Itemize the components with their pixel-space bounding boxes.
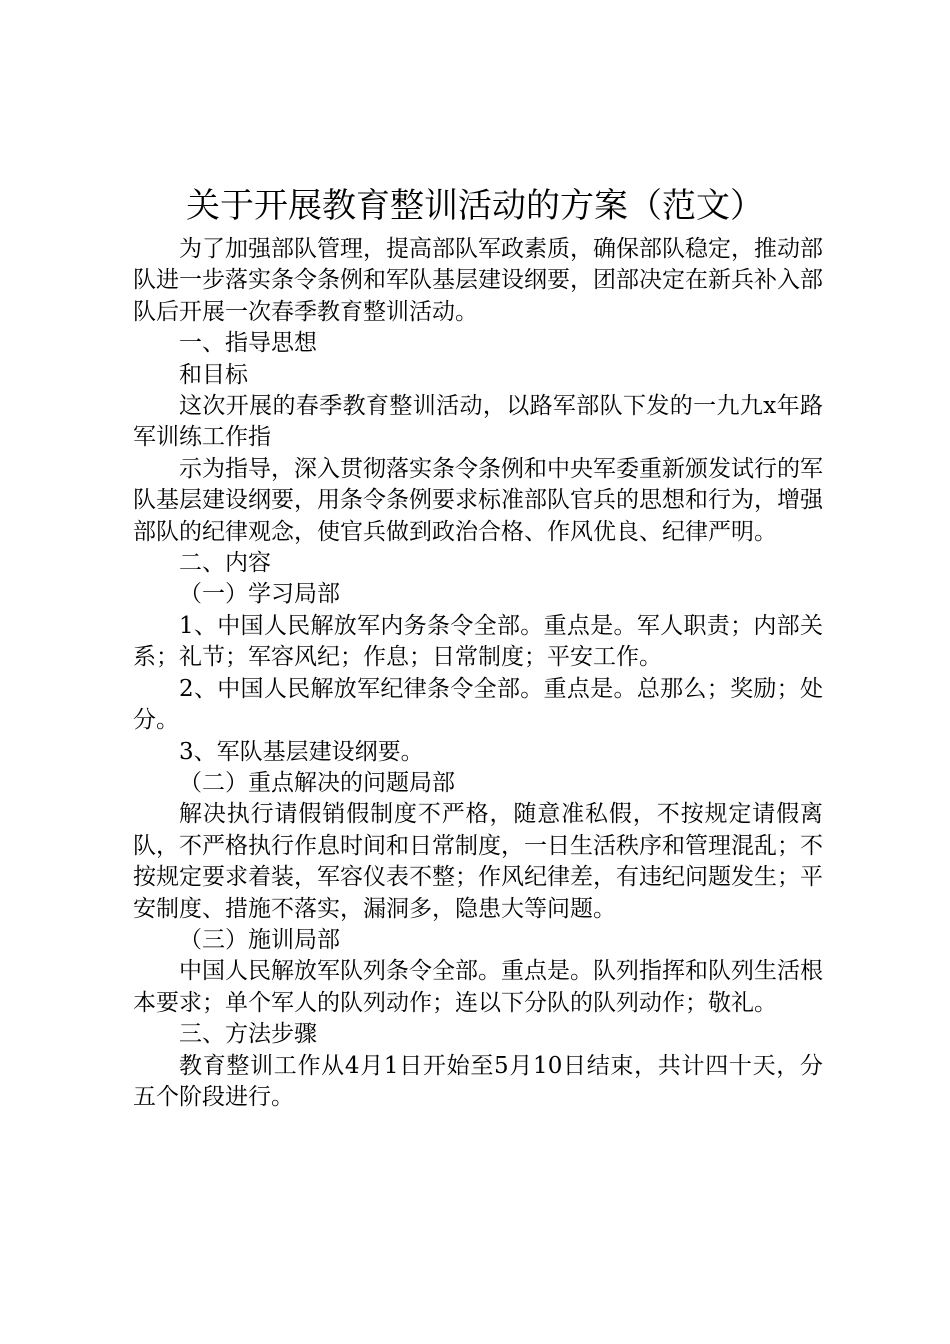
paragraph-guidance-a: 这次开展的春季教育整训活动，以路军部队下发的一九九x年路军训练工作指 [133, 393, 823, 451]
section-heading-guiding-ideology: 一、指导思想 [179, 330, 317, 357]
section-heading-methods: 三、方法步骤 [179, 1021, 317, 1048]
document-body [133, 234, 823, 1113]
paragraph-key-problems: 解决执行请假销假制度不严格，随意准私假，不按规定请假离队，不严格执行作息时间和日常制度，一日生活秩序和管理混乱；不按规定要求着装，军容仪表不整；作风纪律差，有违纪问题发生；平安制度、措施不落实，漏洞多，隐患大等问题。 [133, 801, 823, 922]
section-heading-content: 二、内容 [179, 550, 271, 577]
intro-paragraph: 为了加强部队管理，提高部队军政素质，确保部队稳定，推动部队进一步落实条令条例和军队基层建设纲要，团部决定在新兵补入部队后开展一次春季教育整训活动。 [133, 236, 823, 325]
subheading-study: （一）学习局部 [179, 581, 340, 608]
list-item-study-3: 3、军队基层建设纲要。 [179, 738, 424, 765]
document-title: 关于开展教育整训活动的方案（范文） [186, 186, 764, 226]
list-item-study-2: 2、中国人民解放军纪律条令全部。重点是。总那么；奖励；处分。 [133, 675, 823, 734]
subheading-training: （三）施训局部 [179, 926, 340, 953]
paragraph-guidance-b: 示为指导，深入贯彻落实条令条例和中央军委重新颁发试行的军队基层建设纲要，用条令条例要求标准部队官兵的思想和行为，增强部队的纪律观念，使官兵做到政治合格、作风优良、纪律严明。 [133, 455, 823, 545]
subheading-key-problems: （二）重点解决的问题局部 [179, 769, 455, 796]
section-heading-continued: 和目标 [179, 361, 248, 388]
paragraph-training: 中国人民解放军队列条令全部。重点是。队列指挥和队列生活根本要求；单个军人的队列动作；连以下分队的队列动作；敬礼。 [133, 958, 823, 1016]
list-item-study-1: 1、中国人民解放军内务条令全部。重点是。军人职责；内部关系；礼节；军容风纪；作息；日常制度；平安工作。 [133, 612, 823, 671]
paragraph-methods: 教育整训工作从4月1日开始至5月10日结束，共计四十天，分五个阶段进行。 [133, 1052, 823, 1110]
